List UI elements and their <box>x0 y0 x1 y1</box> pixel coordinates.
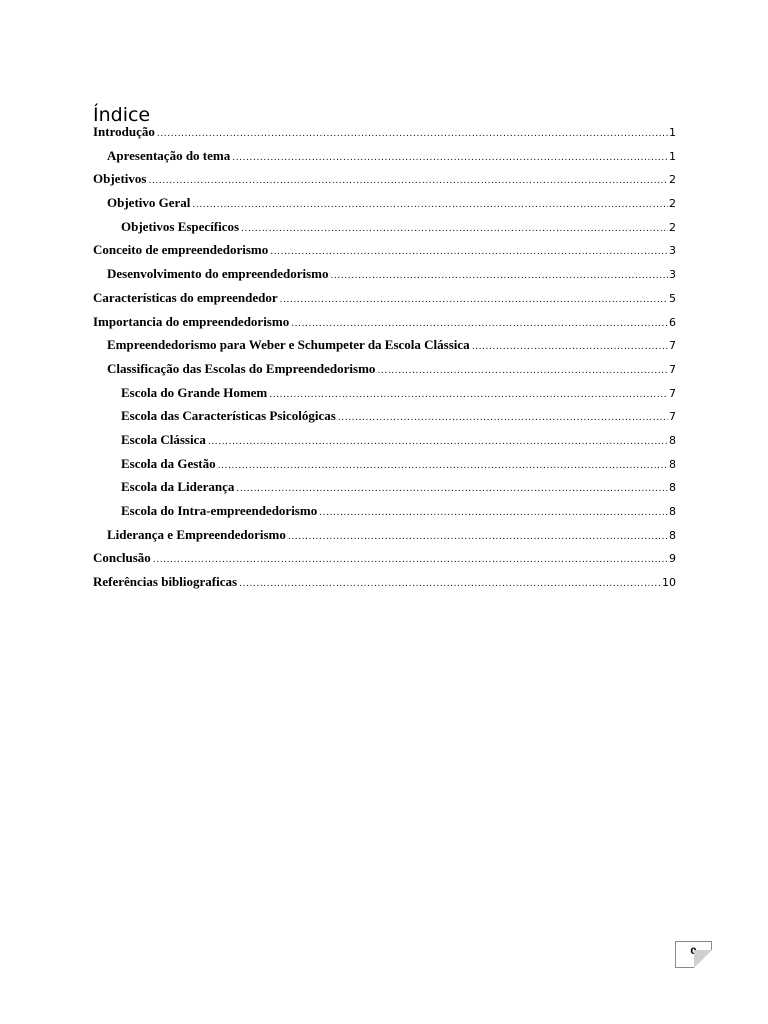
toc-entry[interactable] <box>93 408 676 432</box>
toc-entry-page-number: 8 <box>669 481 676 495</box>
toc-entry-page-number: 2 <box>669 220 676 234</box>
toc-dot-leader <box>148 176 668 186</box>
toc-dot-leader <box>232 153 668 163</box>
toc-entry[interactable] <box>93 527 676 551</box>
toc-entry-page-number: 3 <box>669 268 676 282</box>
toc-entry-title: Objetivos <box>93 171 147 187</box>
toc-entry-page-number: 1 <box>669 149 676 163</box>
toc-entry-title: Escola Clássica <box>121 431 206 447</box>
toc-dot-leader <box>153 555 668 565</box>
toc-entry-title: Conclusão <box>93 550 151 566</box>
toc-dot-leader <box>377 366 668 376</box>
toc-entry-title: Classificação das Escolas do Empreendedorismo <box>107 360 376 376</box>
toc-entry[interactable] <box>93 290 676 314</box>
footer-page-number: 0 <box>690 947 697 957</box>
toc-entry[interactable] <box>93 479 676 503</box>
toc-entry-page-number: 6 <box>669 315 676 329</box>
toc-entry[interactable] <box>93 195 676 219</box>
toc-entry[interactable] <box>93 361 676 385</box>
toc-entry-page-number: 7 <box>669 386 676 400</box>
toc-entry-title: Características do empreendedor <box>93 289 278 305</box>
toc-entry[interactable] <box>93 242 676 266</box>
toc-dot-leader <box>319 508 668 518</box>
toc-entry[interactable] <box>93 432 676 456</box>
toc-entry-title: Desenvolvimento do empreendedorismo <box>107 266 329 282</box>
toc-dot-leader <box>280 295 668 305</box>
toc-entry[interactable] <box>93 550 676 574</box>
toc-entry[interactable] <box>93 124 676 148</box>
toc-entry-title: Objetivos Específicos <box>121 218 240 234</box>
toc-entry[interactable] <box>93 314 676 338</box>
toc-dot-leader <box>241 224 668 234</box>
toc-entry-title: Empreendedorismo para Weber e Schumpeter da Escola Clássica <box>107 337 470 353</box>
toc-heading: Índice <box>93 104 151 126</box>
toc-entry[interactable] <box>93 503 676 527</box>
toc-dot-leader <box>288 532 668 542</box>
toc-dot-leader <box>239 579 661 589</box>
toc-dot-leader <box>218 461 668 471</box>
toc-dot-leader <box>338 413 668 423</box>
toc-entry-title: Importancia do empreendedorismo <box>93 313 290 329</box>
toc-entry[interactable] <box>93 337 676 361</box>
toc-entry-title: Conceito de empreendedorismo <box>93 242 269 258</box>
toc-entry-page-number: 2 <box>669 173 676 187</box>
toc-entry[interactable] <box>93 219 676 243</box>
toc-dot-leader <box>269 390 668 400</box>
toc-dot-leader <box>192 200 668 210</box>
toc-dot-leader <box>157 129 668 139</box>
toc-entry-page-number: 5 <box>669 291 676 305</box>
toc-dot-leader <box>208 437 668 447</box>
toc-entry-title: Escola do Grande Homem <box>121 384 268 400</box>
toc-entry-title: Escola das Características Psicológicas <box>121 408 336 424</box>
toc-entry-title: Introdução <box>93 124 155 139</box>
toc-entry-title: Escola da Gestão <box>121 455 216 471</box>
toc-entry-title: Liderança e Empreendedorismo <box>107 526 286 542</box>
toc-entry[interactable] <box>93 266 676 290</box>
toc-entry[interactable] <box>93 456 676 480</box>
toc-entry-page-number: 1 <box>669 126 676 139</box>
toc-entry-page-number: 8 <box>669 528 676 542</box>
toc-entry-page-number: 8 <box>669 433 676 447</box>
toc-dot-leader <box>330 271 668 281</box>
toc-entry[interactable] <box>93 148 676 172</box>
toc-dot-leader <box>270 247 668 257</box>
toc-entry-title: Escola do Intra-empreendedorismo <box>121 503 318 518</box>
toc-entry-title: Apresentação do tema <box>107 147 231 163</box>
toc-entry-page-number: 10 <box>662 576 676 590</box>
toc-entry[interactable] <box>93 385 676 409</box>
table-of-contents <box>93 124 676 598</box>
toc-dot-leader <box>472 342 668 352</box>
toc-entry[interactable] <box>93 574 676 598</box>
toc-entry-page-number: 2 <box>669 197 676 211</box>
toc-entry-page-number: 7 <box>669 362 676 376</box>
page-curl-icon <box>694 950 712 968</box>
toc-entry-page-number: 7 <box>669 339 676 353</box>
toc-entry-title: Referências bibliograficas <box>93 574 238 590</box>
toc-entry[interactable] <box>93 171 676 195</box>
footer-page-number-box <box>675 941 712 968</box>
toc-entry-page-number: 3 <box>669 244 676 258</box>
toc-entry-page-number: 7 <box>669 410 676 424</box>
toc-entry-title: Objetivo Geral <box>107 195 191 211</box>
toc-dot-leader <box>291 319 668 329</box>
toc-entry-title: Escola da Liderança <box>121 479 235 495</box>
toc-entry-page-number: 9 <box>669 552 676 566</box>
toc-entry-page-number: 8 <box>669 457 676 471</box>
toc-entry-page-number: 8 <box>669 505 676 518</box>
toc-dot-leader <box>236 484 668 494</box>
